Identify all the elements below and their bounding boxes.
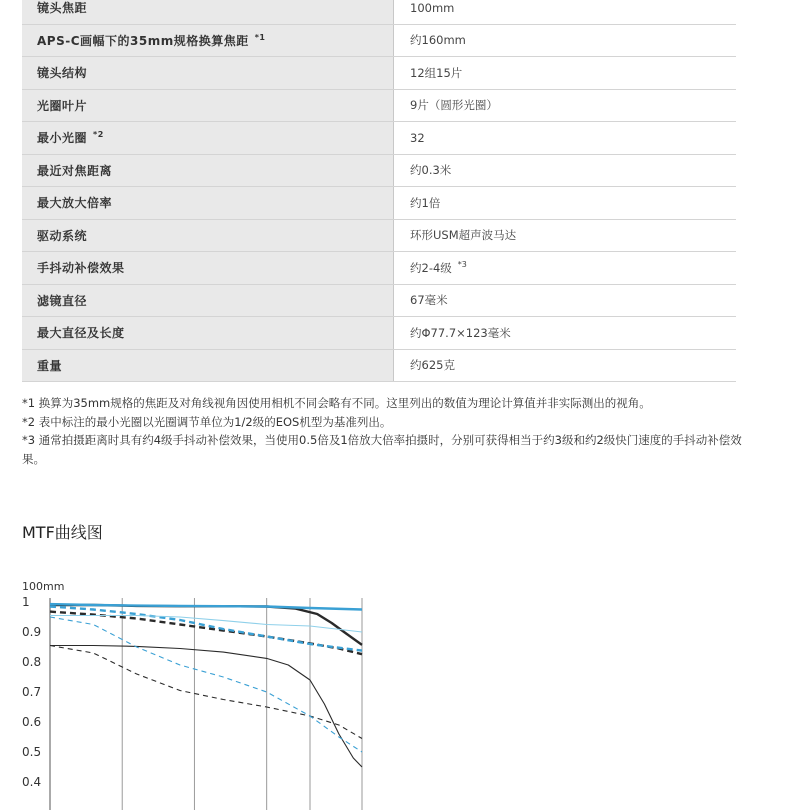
mtf-curve — [50, 604, 362, 609]
spec-label-text: 驱动系统 — [37, 228, 88, 243]
spec-label — [22, 0, 394, 24]
spec-row — [22, 24, 736, 57]
chart-y-tick-label: 0.9 — [22, 625, 42, 639]
spec-label-text: 重量 — [37, 358, 63, 373]
spec-label — [22, 252, 394, 285]
spec-value-text: 约160mm — [410, 33, 466, 48]
spec-value-text: 约0.3米 — [410, 163, 452, 178]
chart-grid — [50, 598, 362, 810]
spec-value — [394, 24, 737, 57]
spec-value-text: 约1倍 — [410, 195, 441, 210]
chart-y-tick-label: 0.4 — [22, 775, 42, 789]
mtf-curve — [50, 605, 362, 645]
spec-row — [22, 284, 736, 317]
chart-y-tick-label: 0.8 — [22, 655, 42, 669]
spec-value — [394, 0, 737, 24]
spec-label-text: 滤镜直径 — [37, 293, 88, 308]
spec-row — [22, 154, 736, 187]
spec-label-note: *1 — [254, 32, 266, 42]
spec-label-text: 最大放大倍率 — [37, 196, 113, 211]
spec-value — [394, 349, 737, 382]
chart-y-tick-label: 1 — [22, 595, 30, 609]
spec-label — [22, 284, 394, 317]
spec-row — [22, 57, 736, 90]
spec-value-note: *3 — [457, 259, 467, 269]
spec-label — [22, 317, 394, 350]
spec-label — [22, 24, 394, 57]
spec-row — [22, 89, 736, 122]
spec-value — [394, 89, 737, 122]
spec-label-text: 光圈叶片 — [37, 98, 88, 113]
spec-row — [22, 187, 736, 220]
spec-value — [394, 57, 737, 90]
mtf-curve — [50, 617, 362, 752]
spec-label-text: 最近对焦距离 — [37, 163, 113, 178]
mtf-chart — [0, 570, 800, 810]
footnote-1: *1 换算为35mm规格的焦距及对角线视角因使用相机不同会略有不同。这里列出的数值为理论计算值并非实际测出的视角。 — [22, 396, 651, 410]
spec-table-body — [22, 0, 736, 382]
chart-y-tick-label: 0.7 — [22, 685, 42, 699]
spec-label-note: *2 — [93, 130, 104, 140]
mtf-heading: MTF曲线图 — [22, 523, 103, 542]
spec-row — [22, 349, 736, 382]
spec-row — [22, 219, 736, 252]
chart-y-ticks — [22, 595, 41, 789]
spec-row — [22, 252, 736, 285]
spec-value-text: 100mm — [410, 0, 455, 15]
spec-label — [22, 154, 394, 187]
spec-label — [22, 89, 394, 122]
spec-row — [22, 0, 736, 24]
spec-value — [394, 187, 737, 220]
mtf-curve — [50, 612, 362, 655]
spec-label-text: 最大直径及长度 — [37, 326, 125, 341]
spec-value — [394, 219, 737, 252]
spec-value-text: 约2-4级 — [410, 260, 452, 275]
footnotes — [22, 394, 742, 468]
chart-y-tick-label: 0.6 — [22, 715, 42, 729]
spec-value-text: 约625克 — [410, 358, 455, 373]
chart-y-tick-label: 0.5 — [22, 745, 42, 759]
spec-label — [22, 57, 394, 90]
spec-row — [22, 317, 736, 350]
mtf-curve — [50, 616, 362, 633]
spec-table — [22, 0, 736, 382]
spec-value — [394, 154, 737, 187]
spec-label-text: 镜头焦距 — [37, 1, 88, 16]
spec-value-text: 9片（圆形光圈） — [410, 98, 498, 113]
spec-value — [394, 317, 737, 350]
spec-value-text: 环形USM超声波马达 — [410, 228, 517, 243]
spec-value-text: 约Φ77.7×123毫米 — [410, 325, 511, 340]
mtf-curve — [50, 646, 362, 768]
spec-label — [22, 122, 394, 155]
spec-label — [22, 187, 394, 220]
spec-value-text: 67毫米 — [410, 293, 448, 308]
spec-label — [22, 219, 394, 252]
footnote-2: *2 表中标注的最小光圈以光圈调节单位为1/2级的EOS机型为基准列出。 — [22, 414, 392, 429]
spec-value-text: 32 — [410, 130, 425, 145]
spec-label-text: 最小光圈 — [37, 131, 88, 146]
chart-series — [50, 604, 362, 767]
spec-label-text: 手抖动补偿效果 — [37, 261, 125, 276]
mtf-curve — [50, 646, 362, 739]
chart-title: 100mm — [22, 580, 65, 593]
spec-value — [394, 284, 737, 317]
spec-label — [22, 349, 394, 382]
spec-label-text: 镜头结构 — [37, 66, 88, 81]
spec-label-text: APS-C画幅下的35mm规格换算焦距 — [37, 33, 249, 48]
spec-row — [22, 122, 736, 155]
spec-value — [394, 122, 737, 155]
spec-value — [394, 252, 737, 285]
spec-value-text: 12组15片 — [410, 65, 463, 80]
footnote-3: *3 通常拍摄距离时具有约4级手抖动补偿效果，当使用0.5倍及1倍放大倍率拍摄时，分别可获得相当于约3级和约2级快门速度的手抖动补偿效果。 — [22, 433, 742, 466]
